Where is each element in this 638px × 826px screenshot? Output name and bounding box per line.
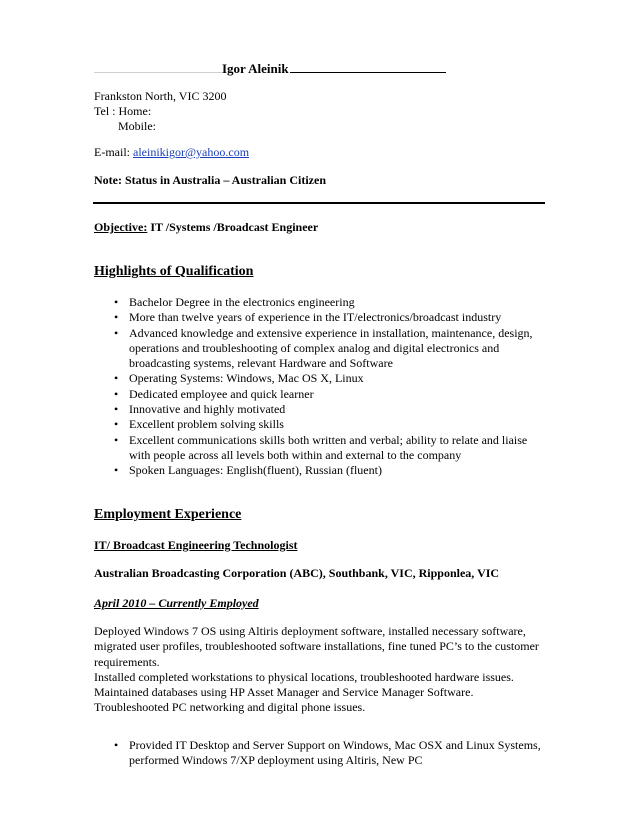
objective-text: IT /Systems /Broadcast Engineer	[147, 220, 319, 234]
bullet-icon: •	[114, 463, 119, 478]
job-title: IT/ Broadcast Engineering Technologist	[94, 538, 298, 552]
list-item: • Dedicated employee and quick learner	[114, 386, 314, 401]
bullet-icon: •	[114, 295, 119, 309]
email-label: E-mail:	[94, 145, 133, 159]
tel-home: Tel : Home:	[94, 104, 152, 118]
objective-line	[94, 220, 318, 235]
status-note: Note: Status in Australia – Australian Citizen	[94, 173, 327, 187]
list-item: • Bachelor Degree in the electronics engineering	[114, 295, 355, 309]
duties-list	[94, 738, 544, 769]
name-leading-line	[94, 60, 222, 73]
bullet-icon: •	[114, 402, 119, 417]
email-link[interactable]: aleinikigor@yahoo.com	[133, 145, 250, 159]
bullet-icon: •	[114, 386, 119, 401]
name-line	[94, 60, 446, 77]
bullet-icon: •	[114, 325, 119, 340]
objective-label: Objective:	[94, 220, 148, 234]
list-item: • More than twelve years of experience in the IT/electronics/broadcast industry	[114, 310, 502, 325]
job-description	[94, 624, 546, 716]
list-item: • Innovative and highly motivated	[114, 402, 286, 417]
bullet-icon: •	[114, 738, 119, 752]
header-divider	[93, 202, 545, 204]
list-item: • Spoken Languages: English(fluent), Russian (fluent)	[114, 463, 382, 478]
list-item: • Operating Systems: Windows, Mac OS X, Linux	[114, 371, 364, 386]
name-trailing-line	[290, 60, 446, 73]
list-item: • Provided IT Desktop and Server Support on Windows, Mac OSX and Linux Systems, performed Windows 7/XP deployment using Altiris, New PC	[114, 738, 541, 768]
bullet-icon: •	[114, 432, 119, 447]
list-item: • Excellent communications skills both written and verbal; ability to relate and liaise with people across all levels both within and external to the company	[114, 432, 528, 462]
highlights-heading: Highlights of Qualification	[94, 264, 254, 279]
address: Frankston North, VIC 3200	[94, 89, 227, 103]
bullet-icon: •	[114, 310, 119, 325]
list-item: • Advanced knowledge and extensive experience in installation, maintenance, design, operations and troubleshooting of complex analog and digital electronics and broadcasting systems, relevant Hardware and Software	[114, 325, 533, 371]
candidate-name: Igor Aleinik	[222, 61, 289, 76]
list-item: • Excellent problem solving skills	[114, 417, 284, 432]
employer: Australian Broadcasting Corporation (ABC), Southbank, VIC, Ripponlea, VIC	[94, 566, 500, 580]
job-description-p3: Maintained databases using HP Asset Manager and Service Manager Software.	[94, 685, 474, 700]
email-line	[94, 145, 249, 160]
job-description-p4: Troubleshooted PC networking and digital phone issues.	[94, 700, 366, 715]
job-description-p1: Deployed Windows 7 OS using Altiris deployment software, installed necessary software, migrated user profiles, troubleshooted software installations, fine tuned PC’s to the customer requirements.	[94, 624, 539, 669]
bullet-icon: •	[114, 417, 119, 432]
employment-heading: Employment Experience	[94, 507, 242, 522]
employment-dates: April 2010 – Currently Employed	[94, 596, 259, 610]
bullet-icon: •	[114, 371, 119, 386]
tel-mobile: Mobile:	[118, 119, 156, 133]
highlights-list	[94, 295, 544, 479]
job-description-p2: Installed completed workstations to physical locations, troubleshooted hardware issues.	[94, 669, 514, 684]
